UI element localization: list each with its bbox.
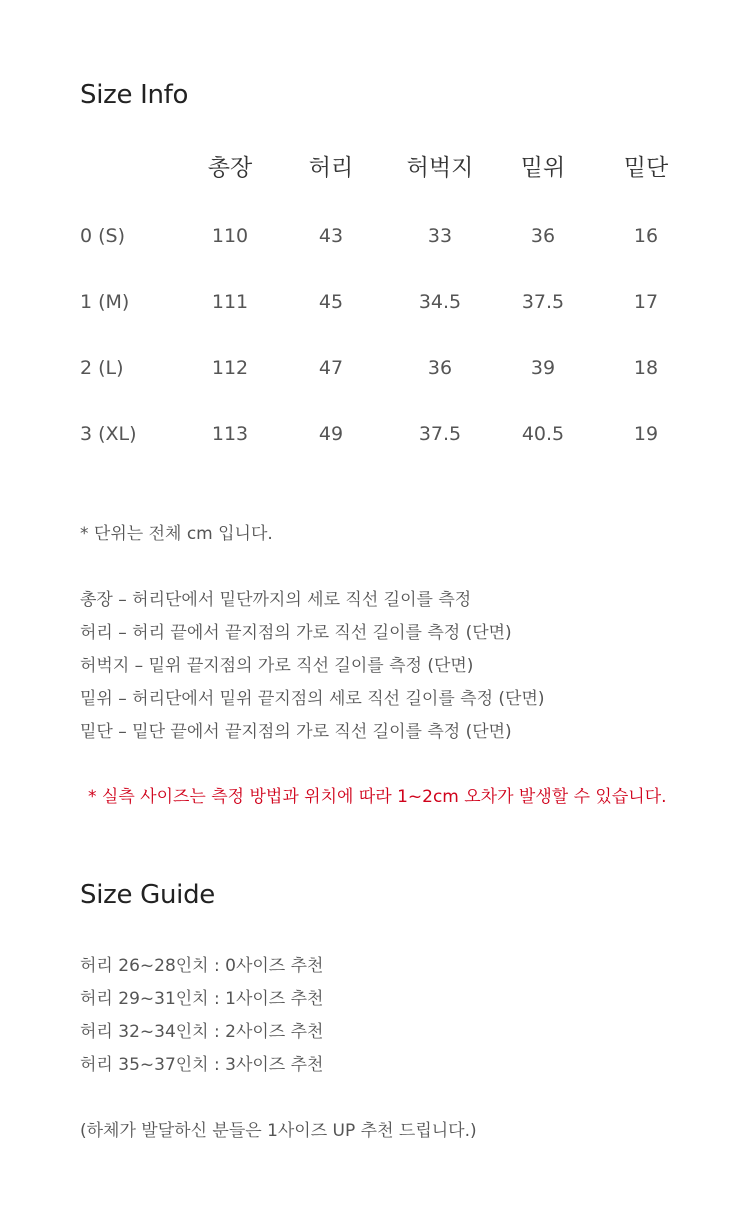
table-cell: 49: [318, 423, 344, 445]
table-cell: 110: [211, 225, 249, 247]
unit-note-text: * 단위는 전체 cm 입니다.: [80, 524, 273, 544]
size-guide-title: Size Guide: [80, 880, 215, 910]
table-cell: 39: [530, 357, 556, 379]
definition-item: 허벅지 – 밑위 끝지점의 가로 직선 길이를 측정 (단면): [80, 656, 474, 676]
table-cell: 18: [633, 357, 659, 379]
size-guide-note: [80, 1115, 720, 1148]
measurement-warning: * 실측 사이즈는 측정 방법과 위치에 따라 1~2cm 오차가 발생할 수 있습니다.: [88, 787, 667, 807]
size-label: 0 (S): [80, 225, 126, 247]
header-cell-rise: 밑위: [520, 155, 566, 181]
table-row: [0, 348, 756, 388]
table-cell: 40.5: [521, 423, 565, 445]
header-cell-size: [80, 148, 190, 188]
table-cell: 33: [427, 225, 453, 247]
definition-item: 밑위 – 허리단에서 밑위 끝지점의 세로 직선 길이를 측정 (단면): [80, 689, 545, 709]
header-cell-thigh: 허벅지: [406, 155, 474, 181]
table-cell: 111: [211, 291, 249, 313]
table-row: [0, 216, 756, 256]
table-cell: 45: [318, 291, 344, 313]
size-label: 1 (M): [80, 291, 130, 313]
header-cell-hem: 밑단: [623, 155, 669, 181]
list-item: 허리 32~34인치 : 2사이즈 추천: [80, 1022, 324, 1042]
definition-item: 총장 – 허리단에서 밑단까지의 세로 직선 길이를 측정: [80, 590, 472, 610]
header-cell-total-length: 총장: [207, 155, 253, 181]
list-item: 허리 26~28인치 : 0사이즈 추천: [80, 956, 324, 976]
table-cell: 34.5: [418, 291, 462, 313]
table-row: [0, 414, 756, 454]
table-cell: 37.5: [521, 291, 565, 313]
table-cell: 36: [530, 225, 556, 247]
table-cell: 43: [318, 225, 344, 247]
measurement-definitions: [80, 584, 720, 749]
unit-note: [80, 518, 720, 551]
size-guide-note-text: (하체가 발달하신 분들은 1사이즈 UP 추천 드립니다.): [80, 1121, 477, 1141]
definition-item: 허리 – 허리 끝에서 끝지점의 가로 직선 길이를 측정 (단면): [80, 623, 512, 643]
table-cell: 19: [633, 423, 659, 445]
table-cell: 37.5: [418, 423, 462, 445]
size-guide-list: [80, 950, 720, 1082]
table-cell: 17: [633, 291, 659, 313]
table-header-row: [0, 148, 756, 188]
size-label: 3 (XL): [80, 423, 137, 445]
list-item: 허리 29~31인치 : 1사이즈 추천: [80, 989, 324, 1009]
table-cell: 16: [633, 225, 659, 247]
list-item: 허리 35~37인치 : 3사이즈 추천: [80, 1055, 324, 1075]
table-cell: 47: [318, 357, 344, 379]
table-cell: 113: [211, 423, 249, 445]
size-label: 2 (L): [80, 357, 124, 379]
header-cell-waist: 허리: [308, 155, 354, 181]
table-cell: 112: [211, 357, 249, 379]
definition-item: 밑단 – 밑단 끝에서 끝지점의 가로 직선 길이를 측정 (단면): [80, 722, 512, 742]
table-row: [0, 282, 756, 322]
size-info-title: Size Info: [80, 80, 189, 110]
table-cell: 36: [427, 357, 453, 379]
